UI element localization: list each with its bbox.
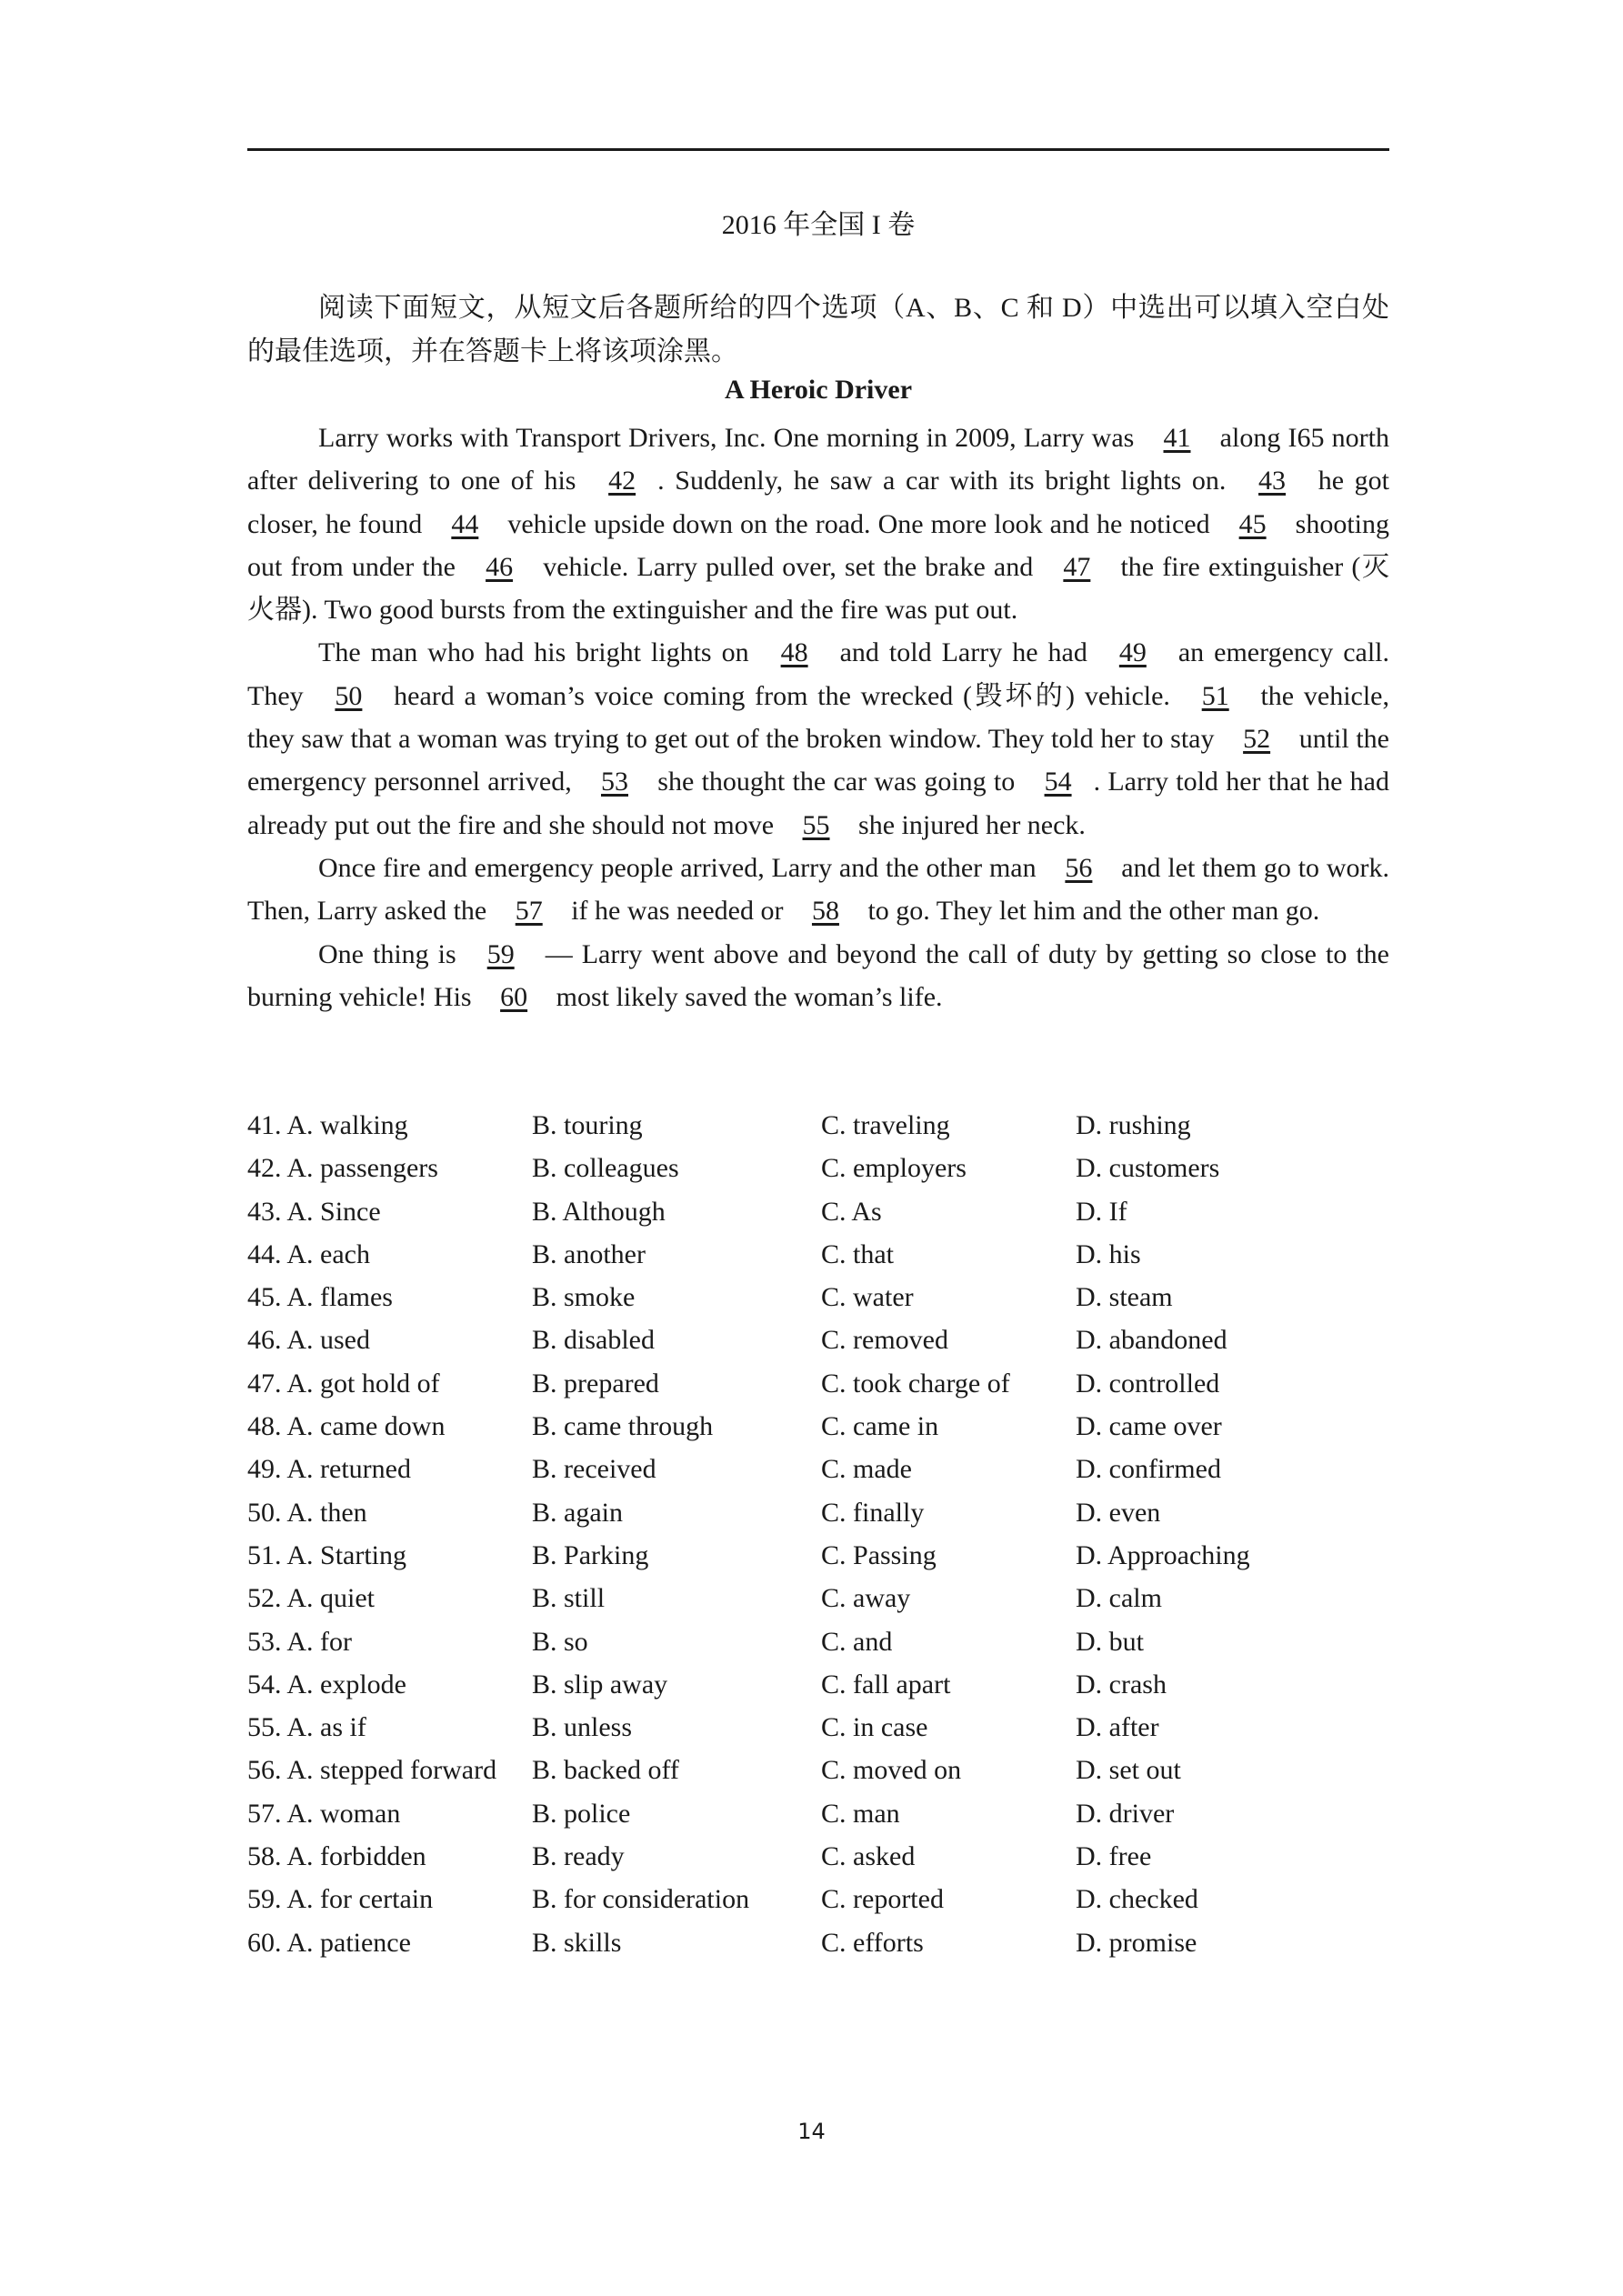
option-row: [247, 1318, 1389, 1361]
option-a: 41. A. walking: [247, 1110, 408, 1140]
passage-text: — Larry went above and beyond the call of duty by getting so close to the burning vehicle! His: [247, 938, 1389, 1012]
option-d: D. confirmed: [1076, 1454, 1221, 1485]
option-a: 59. A. for certain: [247, 1884, 434, 1915]
blank-43: 43: [1258, 466, 1287, 496]
blank-60: 60: [500, 981, 528, 1012]
instructions: [247, 286, 1389, 374]
option-c: C. Passing: [821, 1539, 937, 1570]
option-a: 60. A. patience: [247, 1927, 411, 1958]
option-row: [247, 1233, 1389, 1276]
option-row: [247, 1921, 1389, 1964]
blank-48: 48: [780, 637, 808, 668]
passage-text: vehicle upside down on the road. One more look and he noticed: [500, 508, 1217, 539]
page-number: 14: [797, 2119, 826, 2144]
option-row: [247, 1190, 1389, 1233]
passage-text: the vehicle, they saw that a woman was trying to get out of the broken window. They told her to stay: [247, 680, 1389, 755]
blank-56: 56: [1065, 852, 1093, 883]
option-b: B. for consideration: [532, 1884, 750, 1915]
blank-52: 52: [1243, 724, 1271, 755]
passage-text: she thought the car was going to: [650, 767, 1023, 797]
option-d: D. set out: [1076, 1755, 1181, 1786]
option-a: 52. A. quiet: [247, 1583, 375, 1614]
option-a: 53. A. for: [247, 1626, 352, 1657]
option-c: C. and: [821, 1626, 893, 1657]
option-row: [247, 1792, 1389, 1835]
option-c: C. made: [821, 1454, 912, 1485]
option-a: 56. A. stepped forward: [247, 1755, 497, 1786]
blank-41: 41: [1163, 423, 1191, 453]
option-b: B. backed off: [532, 1755, 679, 1786]
option-a: 51. A. Starting: [247, 1539, 407, 1570]
option-d: D. free: [1076, 1841, 1152, 1872]
option-b: B. unless: [532, 1712, 633, 1743]
option-b: B. Parking: [532, 1539, 649, 1570]
passage-text: to go. They let him and the other man go.: [860, 896, 1320, 927]
option-d: D. even: [1076, 1497, 1161, 1528]
instructions-text: 阅读下面短文，从短文后各题所给的四个选项（A、B、C 和 D）中选出可以填入空白处的最佳选项，并在答题卡上将该项涂黑。: [247, 293, 1389, 366]
option-d: D. crash: [1076, 1669, 1167, 1699]
option-c: C. reported: [821, 1884, 944, 1915]
option-c: C. removed: [821, 1325, 948, 1356]
passage-paragraph: [247, 631, 1389, 846]
option-c: C. traveling: [821, 1110, 950, 1140]
option-a: 55. A. as if: [247, 1712, 366, 1743]
passage-text: vehicle. Larry pulled over, set the brake and: [535, 551, 1042, 582]
option-b: B. colleagues: [532, 1153, 679, 1184]
option-c: C. man: [821, 1798, 900, 1829]
passage-text: heard a woman’s voice coming from the wrecked (毁坏的) vehicle.: [384, 680, 1180, 711]
passage-text: an emergency call. They: [247, 637, 1389, 711]
blank-47: 47: [1063, 551, 1091, 582]
option-row: [247, 1405, 1389, 1448]
option-c: C. in case: [821, 1712, 928, 1743]
option-c: C. efforts: [821, 1927, 924, 1958]
option-row: [247, 1620, 1389, 1663]
option-row: [247, 1491, 1389, 1534]
passage-text: . Suddenly, he saw a car with its bright lights on.: [657, 466, 1237, 496]
option-row: [247, 1835, 1389, 1878]
option-c: C. finally: [821, 1497, 925, 1528]
option-row: [247, 1577, 1389, 1619]
option-a: 42. A. passengers: [247, 1153, 438, 1184]
option-row: [247, 1706, 1389, 1749]
option-a: 49. A. returned: [247, 1454, 411, 1485]
option-c: C. moved on: [821, 1755, 962, 1786]
option-b: B. disabled: [532, 1325, 655, 1356]
passage-text: . Larry told her that he had already put out the fire and she should not move: [247, 767, 1390, 840]
option-d: D. customers: [1076, 1153, 1220, 1184]
blank-51: 51: [1201, 680, 1229, 711]
option-d: D. If: [1076, 1196, 1127, 1227]
option-row: [247, 1663, 1389, 1706]
option-c: C. that: [821, 1238, 894, 1269]
blank-55: 55: [802, 809, 830, 840]
passage-text: Larry works with Transport Drivers, Inc. One morning in 2009, Larry was: [318, 423, 1142, 453]
passage-paragraph: [247, 933, 1389, 1019]
passage-text: most likely saved the woman’s life.: [549, 981, 943, 1012]
passage-text: and told Larry he had: [829, 637, 1097, 668]
option-c: C. As: [821, 1196, 882, 1227]
passage-paragraph: [247, 416, 1389, 631]
blank-46: 46: [486, 551, 514, 582]
header-rule: [247, 148, 1389, 151]
option-a: 43. A. Since: [247, 1196, 381, 1227]
passage-text: along I65 north after delivering to one of his: [247, 423, 1390, 496]
option-d: D. after: [1076, 1712, 1159, 1743]
option-d: D. controlled: [1076, 1368, 1220, 1399]
option-a: 44. A. each: [247, 1238, 370, 1269]
option-b: B. slip away: [532, 1669, 668, 1699]
blank-49: 49: [1118, 637, 1147, 668]
option-row: [247, 1276, 1389, 1318]
option-d: D. steam: [1076, 1282, 1173, 1313]
passage-text: One thing is: [318, 938, 466, 969]
option-d: D. checked: [1076, 1884, 1198, 1915]
option-d: D. came over: [1076, 1411, 1222, 1442]
passage: [247, 416, 1389, 1018]
passage-text: until the emergency personnel arrived,: [247, 724, 1389, 797]
option-a: 46. A. used: [247, 1325, 370, 1356]
option-d: D. abandoned: [1076, 1325, 1227, 1356]
option-row: [247, 1104, 1389, 1147]
option-a: 48. A. came down: [247, 1411, 446, 1442]
option-b: B. still: [532, 1583, 606, 1614]
option-b: B. smoke: [532, 1282, 636, 1313]
blank-58: 58: [811, 896, 839, 927]
option-row: [247, 1534, 1389, 1577]
option-row: [247, 1878, 1389, 1920]
option-c: C. employers: [821, 1153, 967, 1184]
passage-text: The man who had his bright lights on: [318, 637, 759, 668]
passage-text: if he was needed or: [564, 896, 790, 927]
passage-text: the fire extinguisher (灭火器). Two good bursts from the extinguisher and the fire was put out.: [247, 551, 1390, 626]
option-d: D. Approaching: [1076, 1539, 1250, 1570]
passage-paragraph: [247, 847, 1389, 933]
option-d: D. driver: [1076, 1798, 1175, 1829]
option-d: D. rushing: [1076, 1110, 1191, 1140]
answer-options: [247, 1104, 1389, 1964]
option-c: C. away: [821, 1583, 911, 1614]
blank-45: 45: [1238, 508, 1267, 539]
blank-57: 57: [515, 896, 543, 927]
option-c: C. fall apart: [821, 1669, 951, 1699]
option-a: 45. A. flames: [247, 1282, 393, 1313]
option-a: 57. A. woman: [247, 1798, 401, 1829]
option-row: [247, 1147, 1389, 1189]
passage-text: shooting out from under the: [247, 508, 1389, 582]
passage-text: she injured her neck.: [851, 809, 1086, 840]
option-a: 50. A. then: [247, 1497, 367, 1528]
blank-44: 44: [451, 508, 479, 539]
option-b: B. again: [532, 1497, 623, 1528]
option-c: C. took charge of: [821, 1368, 1010, 1399]
option-b: B. touring: [532, 1110, 643, 1140]
exam-title: 2016 年全国 I 卷: [721, 210, 916, 240]
option-d: D. calm: [1076, 1583, 1162, 1614]
passage-text: Once fire and emergency people arrived, Larry and the other man: [318, 852, 1044, 883]
blank-50: 50: [335, 680, 363, 711]
option-d: D. his: [1076, 1238, 1141, 1269]
passage-title: A Heroic Driver: [724, 375, 913, 405]
blank-42: 42: [608, 466, 636, 496]
option-a: 54. A. explode: [247, 1669, 406, 1699]
option-d: D. promise: [1076, 1927, 1197, 1958]
option-b: B. prepared: [532, 1368, 659, 1399]
option-b: B. ready: [532, 1841, 625, 1872]
blank-53: 53: [601, 767, 628, 797]
option-row: [247, 1448, 1389, 1490]
blank-59: 59: [486, 938, 515, 969]
option-a: 47. A. got hold of: [247, 1368, 440, 1399]
blank-54: 54: [1044, 767, 1072, 797]
option-b: B. police: [532, 1798, 631, 1829]
option-b: B. came through: [532, 1411, 714, 1442]
option-b: B. another: [532, 1238, 646, 1269]
passage-text: and let them go to work. Then, Larry asked the: [247, 852, 1389, 927]
option-c: C. water: [821, 1282, 914, 1313]
option-b: B. skills: [532, 1927, 622, 1958]
option-c: C. came in: [821, 1411, 939, 1442]
option-b: B. received: [532, 1454, 656, 1485]
option-row: [247, 1749, 1389, 1791]
passage-text: he got closer, he found: [247, 466, 1389, 539]
option-b: B. so: [532, 1626, 588, 1657]
option-row: [247, 1362, 1389, 1405]
option-d: D. but: [1076, 1626, 1144, 1657]
option-c: C. asked: [821, 1841, 916, 1872]
option-b: B. Although: [532, 1196, 666, 1227]
option-a: 58. A. forbidden: [247, 1841, 426, 1872]
